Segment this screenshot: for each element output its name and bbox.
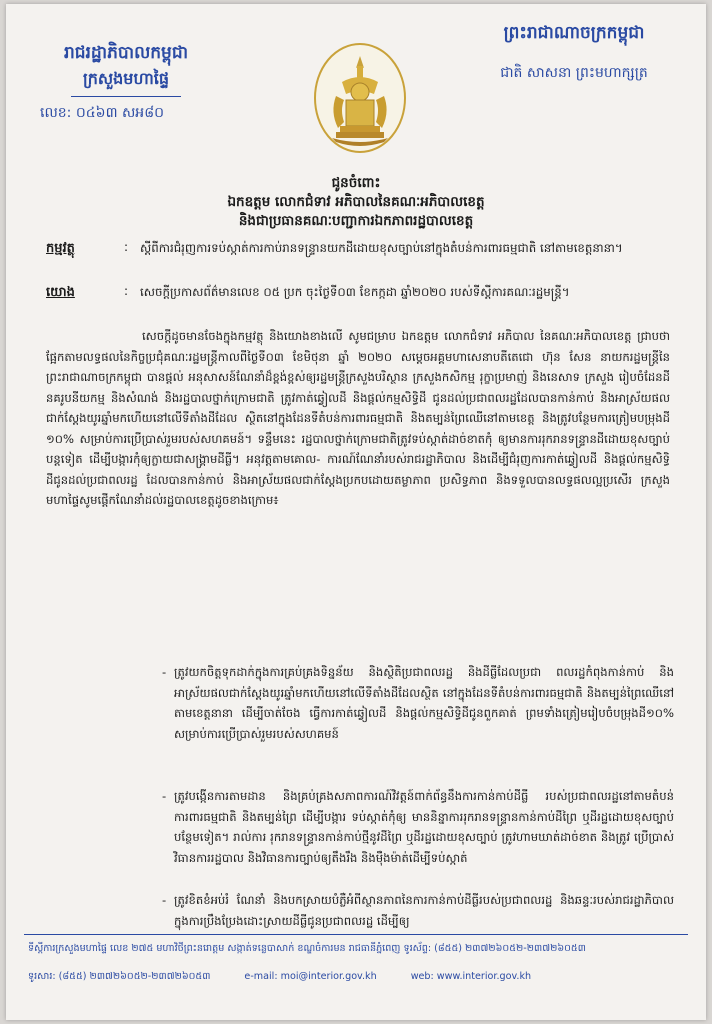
document-page — [6, 4, 706, 1020]
recipients-block — [46, 174, 666, 231]
bullet-dash: - — [162, 665, 167, 679]
reference-label: យោង — [46, 285, 75, 300]
body-paragraph: សេចក្ដីដូចមានចែងក្នុងកម្មវត្ថុ និងយោងខាងលើ សូមជម្រាប ឯកឧត្តម លោកជំទាវ អភិបាល នៃគណៈអភិបាលខេត្ត ជ្រាបថា ផ្អែកតាមលទ្ធផលនៃកិច្ចប្រជុំគណៈរដ្ឋមន្ត្រីកាលពីថ្ងៃទី០៣ ខែមិថុនា ឆ្នាំ ២០២០ សម្ដេចអគ្គមហាសេនាបតីតេជោ ហ៊ុន សែន នាយករដ្ឋមន្ត្រីនៃព្រះរាជាណាចក្រកម្ពុជា បានផ្ដល់ អនុសាសន៍ណែនាំដ៏ខ្ពង់ខ្ពស់ឲ្យរដ្ឋមន្ត្រីក្រសួងបរិស្ថាន ក្រសួងកសិកម្ម រុក្ខាប្រមាញ់ និងនេសាទ ក្រសួង រៀបចំដែនដី នគរូបនីយកម្ម និងសំណង់ និងរដ្ឋបាលថ្នាក់ក្រោមជាតិ ត្រូវកាត់ឆ្វៀលដី និងផ្ដល់កម្មសិទ្ធិដី ជូនដល់ប្រជាពលរដ្ឋដែលបានកាន់កាប់ និងអាស្រ័យផលជាក់ស្ដែងយូរឆ្នាំមកហើយនៅលើទីតាំងដីដែល ស្ថិតនៅក្នុងដែនទីតំបន់ការពារធម្មជាតិ និងតម្បន់ព្រៃឈើនៅតាមខេត្ត និងត្រូវបន្ថែមការត្រៀមបម្រុងដី ១០% សម្រាប់ការប្រើប្រាស់រួមរបស់សហគមន៍។ ទន្ទឹមនេះ រដ្ឋបាលថ្នាក់ក្រោមជាតិត្រូវទប់ស្កាត់ដាច់ខាតកុំ ឲ្យមានការរុករានទន្ទ្រានដីដោយខុសច្បាប់បន្តទៀត ដើម្បីបង្ការកុំឲ្យក្លាយជាសង្គ្រាមដីធ្លី។ អនុវត្តតាមគោល- ការណ៍ណែនាំរបស់រាជរដ្ឋាភិបាល និងដើម្បីជំរុញការកាត់ឆ្វៀលដី និងផ្ដល់កម្មសិទ្ធិដីជូនដល់ប្រជាពលរដ្ឋ ដែលបានកាន់កាប់ និងអាស្រ័យផលជាក់ស្ដែងប្រកបដោយតម្លាភាព ប្រសិទ្ធភាព និងទទួលបានលទ្ធផលល្អប្រសើរ ក្រសួងមហាផ្ទៃសូមផ្ដើកណែនាំដល់រដ្ឋបាលខេត្តដូចខាងក្រោម៖ — [46, 329, 670, 507]
recipients-title: ឯកឧត្តម លោកជំទាវ អភិបាលនៃគណៈអភិបាលខេត្ត — [227, 194, 485, 210]
bullet-text-3: ត្រូវខិតខំអប់រំ ណែនាំ និងបកស្រាយបំភ្លឺអំពីស្ថានភាពនៃការកាន់កាប់ដីធ្លីរបស់ប្រជាពលរដ្ឋ និងឆន្ទៈរបស់រាជរដ្ឋាភិបាលក្នុងការប្រឹងប្រែងដោះស្រាយដីធ្លីជូនប្រជាពលរដ្ឋ ដើម្បីឲ្យ — [174, 893, 674, 928]
kingdom-header — [464, 22, 684, 84]
footer-website: web: www.interior.gov.kh — [410, 971, 532, 982]
footer-email: e-mail: moi@interior.gov.kh — [244, 971, 377, 982]
bullet-item-2 — [162, 786, 674, 868]
reference-text: សេចក្ដីប្រកាសព័ត៌មានលេខ ០៥ ប្រក ចុះថ្ងៃទី០៣ ខែកក្កដា ឆ្នាំ២០២០ របស់ទីស្ដីការគណៈរដ្ឋមន្ត្រី។ — [140, 285, 570, 299]
subject-text: ស្ដីពីការជំរុញការទប់ស្កាត់ការកាប់រានទន្ទ្រានយកដីដោយខុសច្បាប់នៅក្នុងតំបន់ការពារធម្មជាតិ នៅតាមខេត្តនានា។ — [140, 241, 623, 255]
royal-emblem-icon — [312, 42, 408, 154]
recipients-salutation: ជូនចំពោះ — [331, 175, 381, 191]
footer-address: ទីស្ដីការក្រសួងមហាផ្ទៃ លេខ ២៧៥ មហាវិថីព្រះនរោត្តម សង្កាត់ទន្លេបាសាក់ ខណ្ឌចំការមន រាជធានីភ្នំពេញ ទូរស័ព្ទ: (៨៥៥) ២៣៧២៦០៥២-២៣៧២៦០៥៣ — [28, 943, 586, 954]
national-motto: ជាតិ សាសនា ព្រះមហាក្សត្រ — [500, 65, 648, 81]
reference-number: លេខ: ០៤៦៣ សអ៨០ — [40, 105, 165, 121]
bullet-item-1 — [162, 662, 674, 744]
bullet-text-2: ត្រូវបង្កើនការតាមដាន និងគ្រប់គ្រងសភាពការណ៍វិវត្តន៍ពាក់ព័ន្ធនឹងការកាន់កាប់ដីធ្លី របស់ប្រជាពលរដ្ឋនៅតាមតំបន់ការពារធម្មជាតិ និងតម្បន់ព្រៃ ដើម្បីបង្ការ ទប់ស្កាត់កុំឲ្យ មាននិន្នាការរុករានទន្ទ្រានកាន់កាប់ដីព្រៃ ឬដីរដ្ឋដោយខុសច្បាប់បន្ថែមទៀត។ រាល់ការ រុករានទន្ទ្រានកាន់កាប់ថ្មីនូវដីព្រៃ ឬដីរដ្ឋដោយខុសច្បាប់ ត្រូវហាមឃាត់ដាច់ខាត និងត្រូវ ប្រើប្រាស់វិធានការរដ្ឋបាល និងវិធានការច្បាប់ឲ្យតឹងរឹង និងម៉ឺងម៉ាត់ដើម្បីទប់ស្កាត់ — [174, 789, 674, 865]
bullet-item-3 — [162, 890, 674, 931]
subject-colon: : — [124, 240, 129, 254]
ministry-name: ក្រសួងមហាផ្ទៃ — [82, 69, 169, 88]
bullet-text-1: ត្រូវយកចិត្តទុកដាក់ក្នុងការគ្រប់គ្រងទិន្នន័យ និងស្ថិតិប្រជាពលរដ្ឋ និងដីធ្លីដែលប្រជា ពលរដ្ឋកំពុងកាន់កាប់ និងអាស្រ័យផលជាក់ស្ដែងយូរឆ្នាំមកហើយនៅលើទីតាំងដីដែលស្ថិត នៅក្នុងដែនទីតំបន់ការពារធម្មជាតិ និងតម្បន់ព្រៃឈើនៅតាមខេត្តនានា ដើម្បីចាត់ចែង ធ្វើការកាត់ឆ្វៀលដី និងផ្ដល់កម្មសិទ្ធិដីជូនពួកគាត់ ព្រមទាំងត្រៀមរៀបចំបម្រុងដី១០% សម្រាប់ការប្រើប្រាស់រួមរបស់សហគមន៍ — [174, 665, 674, 741]
kingdom-name: ព្រះរាជាណាចក្រកម្ពុជា — [503, 23, 645, 43]
reference-colon: : — [124, 284, 129, 298]
footer-fax: ទូរសារ: (៨៥៥) ២៣៧២៦០៥២-២៣៧២៦០៥៣ — [28, 971, 211, 982]
ministry-divider — [71, 96, 181, 97]
bullet-dash: - — [162, 789, 167, 803]
footer-contacts — [28, 970, 688, 984]
government-name: រាជរដ្ឋាភិបាលកម្ពុជា — [63, 43, 189, 63]
recipients-subtitle: និងជាប្រធានគណៈបញ្ជាការឯកភាពរដ្ឋបាលខេត្ត — [238, 213, 474, 229]
footer-divider — [24, 934, 688, 935]
subject-label: កម្មវត្ថុ — [46, 241, 75, 256]
bullet-dash: - — [162, 893, 167, 907]
ministry-header — [26, 42, 226, 123]
